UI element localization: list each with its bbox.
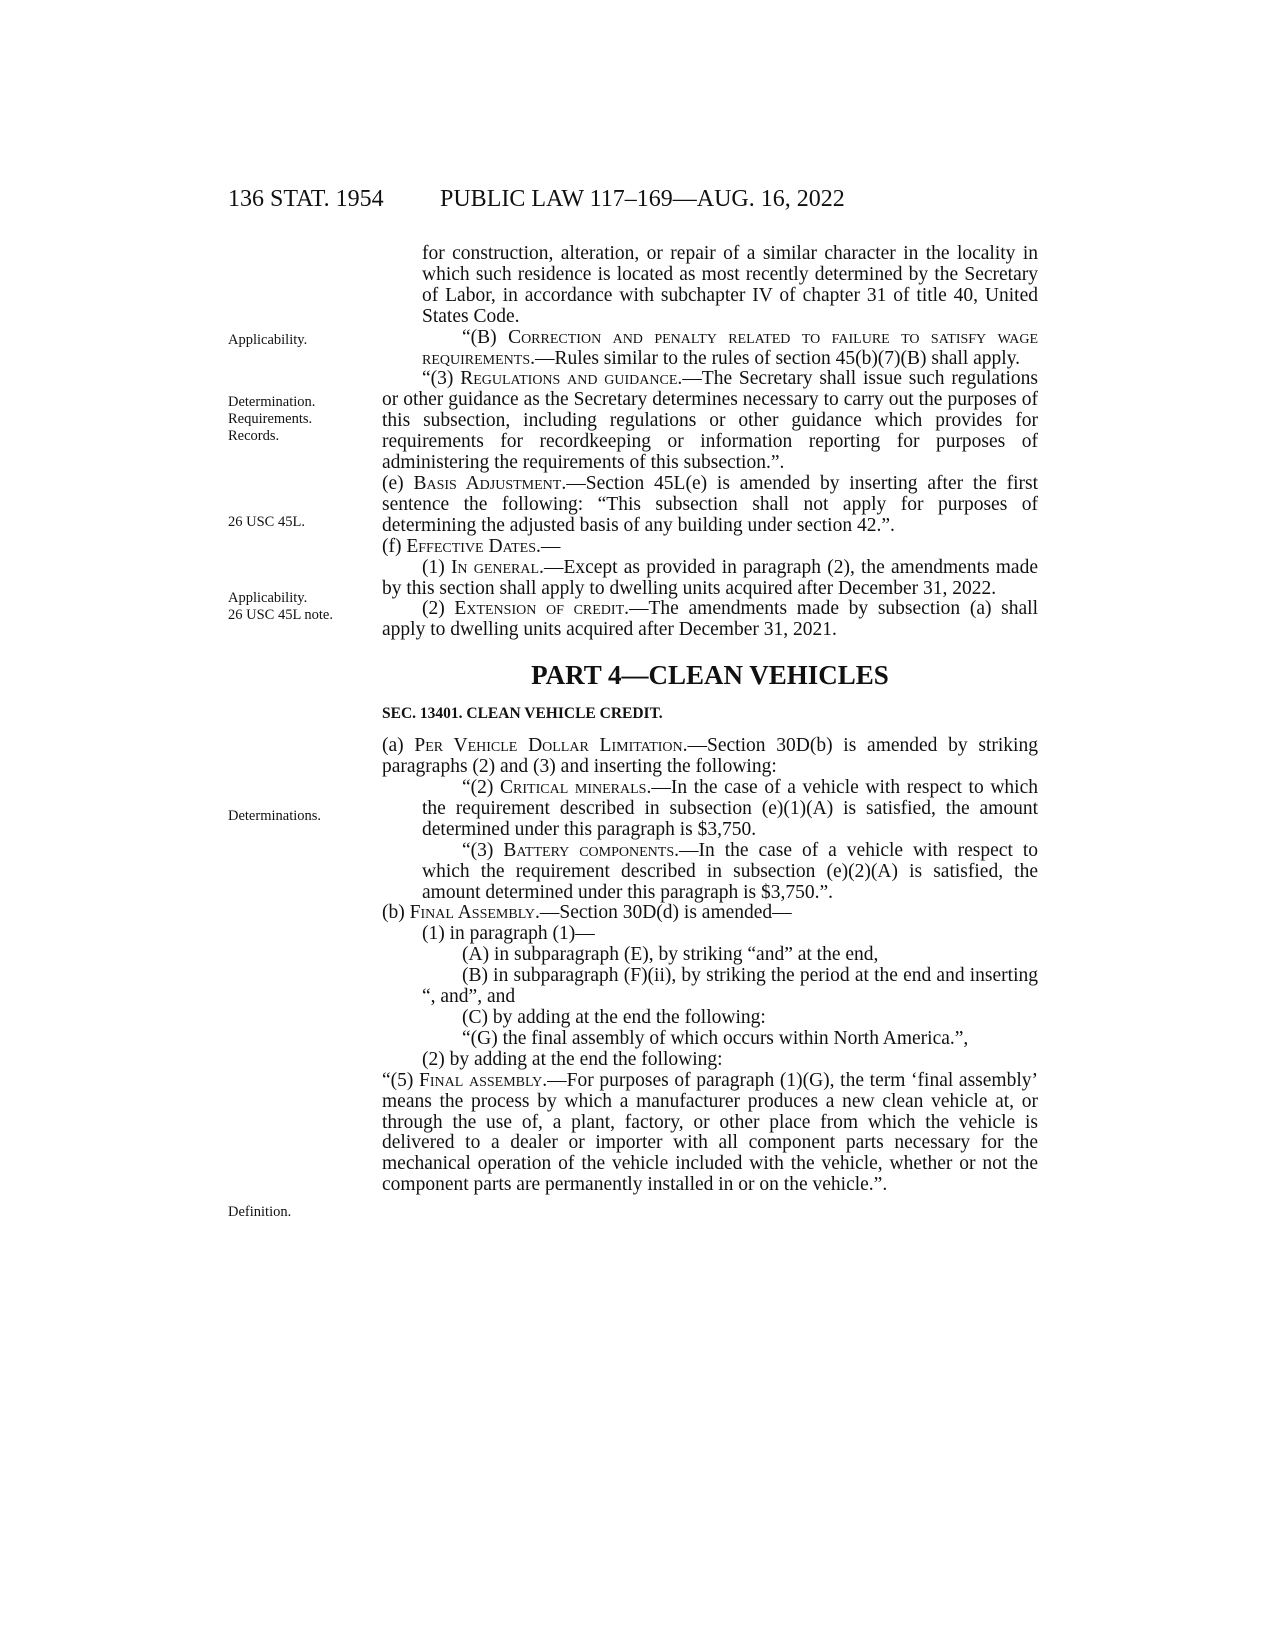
paragraph: “(3) Regulations and guidance.—The Secretary shall issue such regulations or other guidance as the Secretary determines necessary to carry out the purposes of this subsection, including regulations or other guidance which provides for requirements for recordkeeping or information reporting for purposes of administering the requirements of this subsection.”. xyxy=(382,368,1039,474)
paragraph: “(G) the final assembly of which occurs within North America.”, xyxy=(462,1027,969,1049)
section-heading: SEC. 13401. CLEAN VEHICLE CREDIT. xyxy=(382,705,663,723)
paragraph: (1) in paragraph (1)— xyxy=(422,923,595,945)
margin-note-text: Definition. xyxy=(228,1204,292,1220)
running-head: PUBLIC LAW 117–169—AUG. 16, 2022 xyxy=(440,186,845,212)
paragraph: (A) in subparagraph (E), by striking “and” at the end, xyxy=(462,944,879,966)
margin-note-text: Applicability. xyxy=(228,590,308,606)
paragraph: (B) in subparagraph (F)(ii), by striking the period at the end and inserting “, and”, and xyxy=(422,965,1038,1008)
paragraph: (2) Extension of credit.—The amendments made by subsection (a) shall apply to dwelling units acquired after December 31, 2021. xyxy=(382,598,1038,641)
margin-note-text: Determination. xyxy=(228,394,316,410)
paragraph: (b) Final Assembly.—Section 30D(d) is amended— xyxy=(382,902,792,924)
margin-note-applicability xyxy=(228,332,378,349)
paragraph: “(B) Correction and penalty related to failure to satisfy wage requirements.—Rules similar to the rules of section 45(b)(7)(B) shall apply. xyxy=(422,326,1038,369)
margin-note-usc xyxy=(228,514,378,531)
margin-note-text: 26 USC 45L. xyxy=(228,514,305,530)
paragraph: “(2) Critical minerals.—In the case of a vehicle with respect to which the requirement described in subsection (e)(1)(A) is satisfied, the amount determined under this paragraph is $3,750. xyxy=(422,777,1039,840)
paragraph: (C) by adding at the end the following: xyxy=(462,1007,766,1028)
margin-note-text: Records. xyxy=(228,428,280,444)
margin-note-determinations xyxy=(228,808,378,825)
margin-note-definition xyxy=(228,1204,378,1221)
margin-note-text: 26 USC 45L note. xyxy=(228,607,333,623)
paragraph: (2) by adding at the end the following: xyxy=(422,1048,723,1070)
margin-note-text: Requirements. xyxy=(228,411,313,427)
statute-body xyxy=(382,244,1038,1196)
paragraph: (a) Per Vehicle Dollar Limitation.—Section 30D(b) is amended by striking paragraphs (2) and (3) and inserting the following: xyxy=(382,735,1038,778)
paragraph: “(5) Final assembly.—For purposes of paragraph (1)(G), the term ‘final assembly’ means the process by which a manufacturer produces a new clean vehicle at, or through the use of, a plant, factory, or other place from which the vehicle is delivered to a dealer or importer with all component parts necessary for the mechanical operation of the vehicle included with the vehicle, whether or not the component parts are permanently installed in or on the vehicle.”. xyxy=(382,1069,1038,1196)
paragraph: (1) In general.—Except as provided in paragraph (2), the amendments made by this section shall apply to dwelling units acquired after December 31, 2022. xyxy=(382,556,1038,599)
margin-note-text: Determinations. xyxy=(228,808,322,824)
paragraph: (e) Basis Adjustment.—Section 45L(e) is amended by inserting after the first sentence the following: “This subsection shall not apply for purposes of determining the adjusted basis of any building under section 42.”. xyxy=(382,472,1038,536)
paragraph: (f) Effective Dates.— xyxy=(382,535,561,557)
paragraph: “(3) Battery components.—In the case of a vehicle with respect to which the requirement described in subsection (e)(2)(A) is satisfied, the amount determined under this paragraph is $3,750.”. xyxy=(422,839,1038,903)
paragraph: for construction, alteration, or repair of a similar character in the locality in which such residence is located as most recently determined by the Secretary of Labor, in accordance with subchapter IV of chapter 31 of title 40, United States Code. xyxy=(422,243,1038,327)
statute-page-number: 136 STAT. 1954 xyxy=(228,186,384,212)
margin-note-determination xyxy=(228,394,378,445)
part-heading: PART 4—CLEAN VEHICLES xyxy=(531,660,889,691)
page-header xyxy=(228,184,1028,214)
margin-note-effective xyxy=(228,590,378,624)
margin-note-text: Applicability. xyxy=(228,332,308,348)
